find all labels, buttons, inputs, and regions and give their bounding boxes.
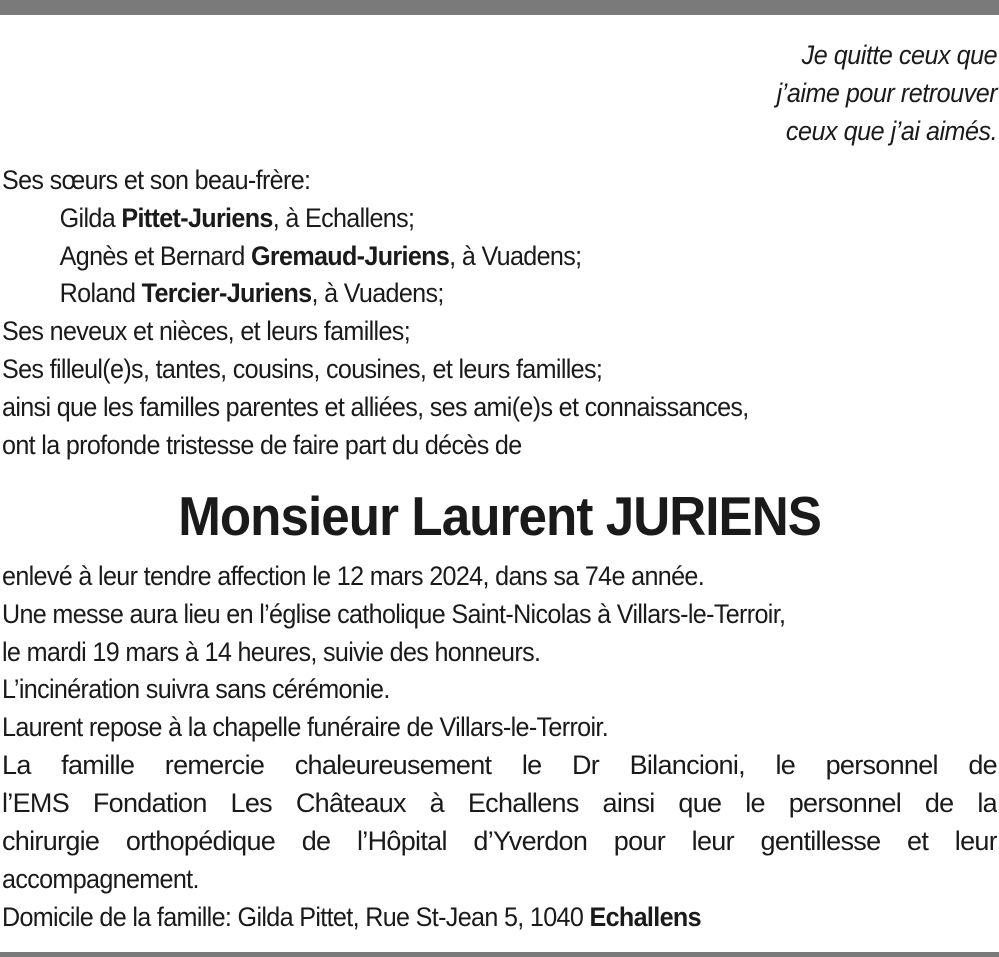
thanks-line-2: l’EMS Fondation Les Châteaux à Echallens ainsi que le personnel de la — [2, 788, 997, 818]
rests-line: Laurent repose à la chapelle funéraire de Villars-le-Terroir. — [2, 712, 609, 743]
epitaph-quote — [776, 36, 997, 150]
cremation-line: L’incinération suivra sans cérémonie. — [2, 674, 390, 705]
thanks-line-1: La famille remercie chaleureusement le Dr Bilancioni, le personnel de — [2, 750, 997, 780]
top-rule — [0, 0, 999, 15]
bottom-rule — [0, 952, 999, 957]
quote-line-3: ceux que j’ai aimés. — [785, 116, 997, 146]
quote-line-1: Je quitte ceux que — [801, 40, 997, 70]
quote-line-2: j’aime pour retrouver — [776, 78, 997, 108]
domicile-town: Echallens — [589, 901, 701, 932]
family-member: Agnès et Bernard Gremaud-Juriens, à Vuadens; — [59, 240, 582, 271]
domicile-line: Domicile de la famille: Gilda Pittet, Rue St-Jean 5, 1040 Echallens — [2, 901, 701, 932]
deceased-name: Monsieur Laurent JURIENS — [178, 485, 821, 547]
family-relatives: ainsi que les familles parentes et alliées, ses ami(e)s et connaissances, — [2, 391, 749, 422]
mass-line-2: le mardi 19 mars à 14 heures, suivie des honneurs. — [2, 636, 541, 667]
family-member: Gilda Pittet-Juriens, à Echallens; — [59, 202, 415, 233]
family-godchildren: Ses filleul(e)s, tantes, cousins, cousines, et leurs familles; — [2, 353, 603, 384]
thanks-line-3: chirurgie orthopédique de l’Hôpital d’Yverdon pour leur gentillesse et leur — [2, 826, 997, 856]
mass-line-1: Une messe aura lieu en l’église catholique Saint-Nicolas à Villars-le-Terroir, — [2, 598, 786, 629]
family-intro: Ses sœurs et son beau-frère: — [2, 165, 311, 195]
announcement-line: ont la profonde tristesse de faire part du décès de — [2, 429, 522, 460]
details-top — [2, 558, 785, 747]
family-nephews: Ses neveux et nièces, et leurs familles; — [2, 316, 411, 347]
family-surname: Tercier-Juriens — [141, 278, 312, 309]
family-surname: Pittet-Juriens — [121, 202, 273, 233]
details-bottom — [2, 861, 701, 937]
death-line: enlevé à leur tendre affection le 12 mars 2024, dans sa 74e année. — [2, 561, 705, 591]
family-list — [2, 162, 749, 464]
family-surname: Gremaud-Juriens — [251, 240, 450, 271]
thanks-line-4: accompagnement. — [2, 864, 199, 894]
family-member: Roland Tercier-Juriens, à Vuadens; — [59, 278, 444, 309]
